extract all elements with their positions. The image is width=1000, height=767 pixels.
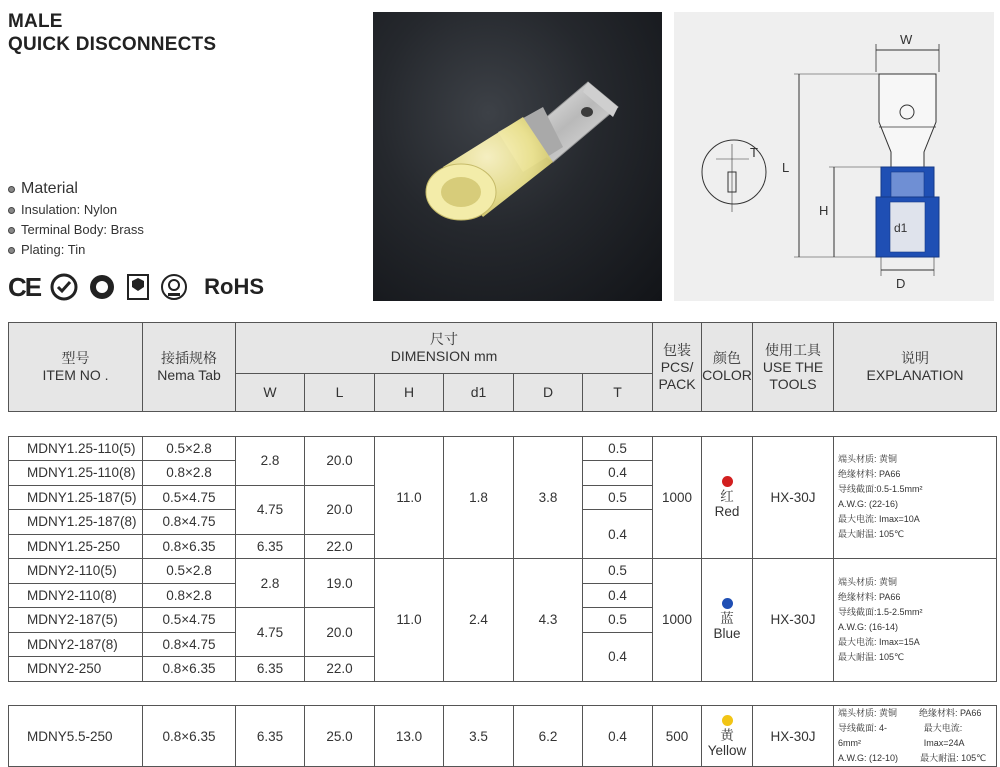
table-row: MDNY2-110(5) 0.5×2.8 2.8 19.0 11.0 2.4 4.3 0.5 1000 蓝 Blue HX-30J 端头材质: 黄铜 绝缘材料: PA66 导线截面:1.5-2.5mm² A.W.G: (16-14) 最大电流: Imax=15A 最大耐温: 105℃ xyxy=(9,559,997,584)
bullet-icon xyxy=(8,227,15,234)
product-title xyxy=(8,10,216,56)
certification-logos xyxy=(8,270,264,304)
header-color: 颜色 COLOR xyxy=(702,323,753,412)
material-heading: Material xyxy=(8,178,144,200)
ukas-mark-icon xyxy=(126,273,150,301)
ce-mark-icon: CE xyxy=(8,271,41,302)
table-row: MDNY1.25-187(8) 0.8×4.75 0.4 xyxy=(9,510,997,535)
header-nema-tab: 接插规格 Nema Tab xyxy=(143,323,236,412)
bullet-icon xyxy=(8,207,15,214)
drawing-label-l: L xyxy=(782,160,790,175)
header-w: W xyxy=(236,374,305,412)
certification-seal-icon xyxy=(88,273,116,301)
property-plating: Plating: Tin xyxy=(8,240,144,260)
table-row: MDNY5.5-250 0.8×6.35 6.35 25.0 13.0 3.5 6.2 0.4 500 黄Yellow HX-30J 端头材质: 黄铜 绝缘材料: PA66 导线截面: 4-6mm² 最大电流: Imax=24A A.W.G: (12-10) 最大耐温: 105℃ xyxy=(9,706,997,767)
drawing-label-t: T xyxy=(750,145,758,160)
explanation-cell: 端头材质: 黄铜 绝缘材料: PA66 导线截面:0.5-1.5mm² A.W.G: (22-16) 最大电流: Imax=10A 最大耐温: 105℃ xyxy=(834,436,997,559)
explanation-cell: 端头材质: 黄铜 绝缘材料: PA66 导线截面:1.5-2.5mm² A.W.G: (16-14) 最大电流: Imax=15A 最大耐温: 105℃ xyxy=(834,559,997,682)
table-row: MDNY2-110(8) 0.8×2.8 0.4 xyxy=(9,583,997,608)
material-properties xyxy=(8,178,144,260)
product-photo xyxy=(373,12,662,301)
quality-seal-icon xyxy=(50,273,78,301)
blue-dot-icon xyxy=(722,598,733,609)
header-d1: d1 xyxy=(444,374,514,412)
table-row: MDNY1.25-250 0.8×6.35 6.35 22.0 xyxy=(9,534,997,559)
header-dimension: 尺寸 DIMENSION mm xyxy=(236,323,653,374)
header-item-no: 型号 ITEM NO . xyxy=(9,323,143,412)
header-pack: 包装 PCS/ PACK xyxy=(653,323,702,412)
drawing-label-h: H xyxy=(819,203,829,218)
drawing-label-d: D xyxy=(896,276,906,291)
header-d: D xyxy=(514,374,583,412)
table-row: MDNY2-250 0.8×6.35 6.35 22.0 xyxy=(9,657,997,682)
drawing-label-w: W xyxy=(900,32,913,47)
specification-table xyxy=(8,322,997,767)
table-row: MDNY1.25-110(5) 0.5×2.8 2.8 20.0 11.0 1.8 3.8 0.5 1000 红 Red HX-30J 端头材质: 黄铜 绝缘材料: PA66 导线截面:0.5-1.5mm² A.W.G: (22-16) 最大电流: Imax=10A 最大耐温: 105℃ xyxy=(9,436,997,461)
technical-drawing xyxy=(674,12,994,301)
dimension-drawing xyxy=(674,12,994,301)
red-dot-icon xyxy=(722,476,733,487)
header-tools: 使用工具 USE THE TOOLS xyxy=(753,323,834,412)
title-line-1: MALE xyxy=(8,11,63,32)
table-row: MDNY1.25-110(8) 0.8×2.8 0.4 xyxy=(9,461,997,486)
property-insulation: Insulation: Nylon xyxy=(8,200,144,220)
color-cell-blue: 蓝 Blue xyxy=(702,559,753,682)
rohs-mark: RoHS xyxy=(204,274,265,299)
header-h: H xyxy=(375,374,444,412)
property-terminal-body: Terminal Body: Brass xyxy=(8,220,144,240)
color-cell-yellow: 黄Yellow xyxy=(702,706,753,767)
header-t: T xyxy=(583,374,653,412)
color-cell-red: 红 Red xyxy=(702,436,753,559)
title-line-2: QUICK DISCONNECTS xyxy=(8,34,217,55)
table-row: MDNY1.25-187(5) 0.5×4.75 4.75 20.0 0.5 xyxy=(9,485,997,510)
bullet-icon xyxy=(8,186,15,193)
drawing-label-d1: d1 xyxy=(894,221,908,235)
terminal-photo-illustration xyxy=(373,12,662,301)
explanation-cell: 端头材质: 黄铜 绝缘材料: PA66 导线截面: 4-6mm² 最大电流: Imax=24A A.W.G: (12-10) 最大耐温: 105℃ xyxy=(834,706,997,767)
bullet-icon xyxy=(8,247,15,254)
yellow-dot-icon xyxy=(722,715,733,726)
header-l: L xyxy=(305,374,375,412)
sgs-mark-icon xyxy=(160,273,188,301)
table-row: MDNY2-187(5) 0.5×4.75 4.75 20.0 0.5 xyxy=(9,608,997,633)
header-explanation: 说明 EXPLANATION xyxy=(834,323,997,412)
table-row: MDNY2-187(8) 0.8×4.75 0.4 xyxy=(9,632,997,657)
